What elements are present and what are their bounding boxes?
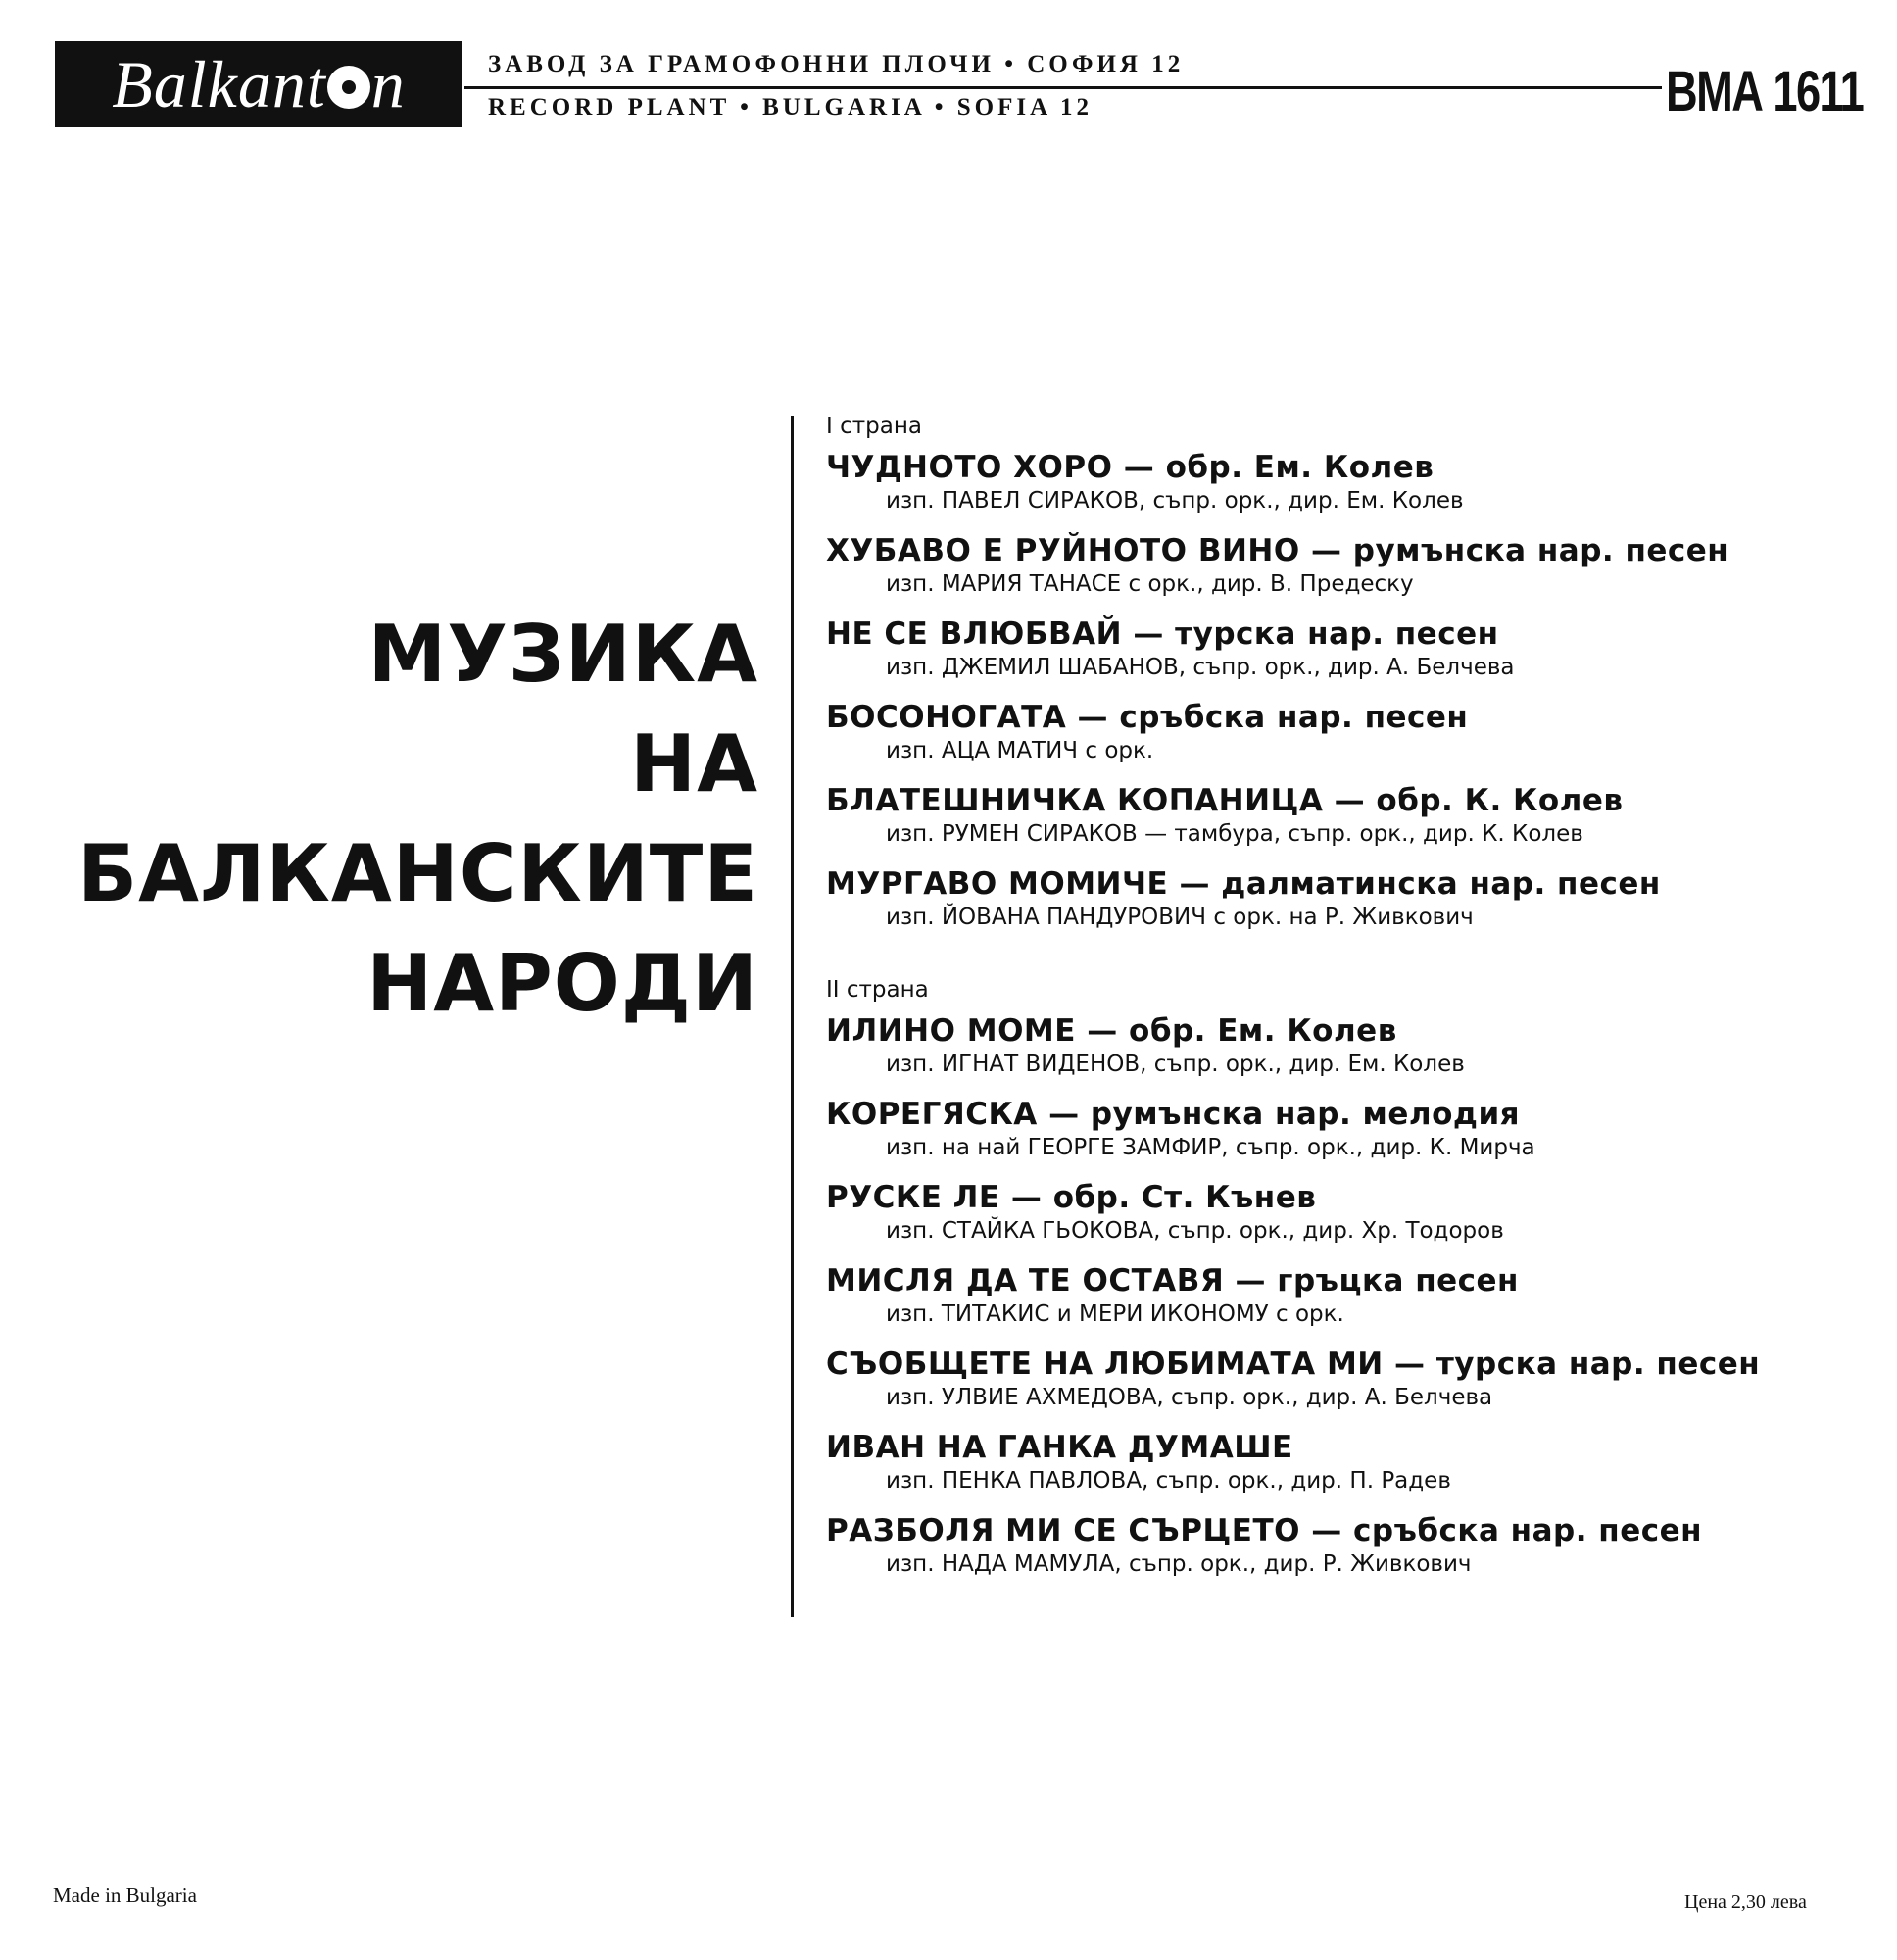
track-performer: изп. на най ГЕОРГЕ ЗАМФИР, съпр. орк., дир. К. Мирча [886,1135,1535,1160]
side-2-label: II страна [826,977,929,1003]
track-title: СЪОБЩЕТЕ НА ЛЮБИМАТА МИ — турска нар. песен [826,1347,1761,1382]
track-title: ЧУДНОТО ХОРО — обр. Ем. Колев [826,450,1435,485]
track-performer: изп. АЦА МАТИЧ с орк. [886,738,1154,763]
made-in-label: Made in Bulgaria [53,1884,197,1907]
album-title-line: БАЛКАНСКИТЕ [77,828,758,919]
track-title: РУСКЕ ЛЕ — обр. Ст. Кънев [826,1180,1317,1215]
track-performer: изп. РУМЕН СИРАКОВ — тамбура, съпр. орк., дир. К. Колев [886,821,1583,847]
catalog-number: ВМА 1611 [1666,60,1864,123]
album-title [77,600,758,1039]
track-item [826,1262,1884,1329]
album-title-line: НАРОДИ [366,938,758,1029]
track-item [826,865,1884,932]
logo-wordmark [112,47,406,122]
track-item [826,1012,1884,1079]
track-title: КОРЕГЯСКА — румънска нар. мелодия [826,1097,1521,1132]
track-title: РАЗБОЛЯ МИ СЕ СЪРЦЕТО — сръбска нар. песен [826,1513,1703,1548]
record-disc-icon [327,66,370,109]
plant-name-bulgarian: ЗАВОД ЗА ГРАМОФОННИ ПЛОЧИ • СОФИЯ 12 [488,51,1185,77]
track-performer: изп. НАДА МАМУЛА, съпр. орк., дир. Р. Живкович [886,1551,1472,1577]
track-item [826,699,1884,765]
track-item [826,782,1884,849]
album-title-line: МУЗИКА [367,609,758,700]
track-list [826,412,1884,1595]
track-item [826,1512,1884,1579]
track-title: НЕ СЕ ВЛЮБВАЙ — турска нар. песен [826,616,1499,652]
track-item [826,615,1884,682]
vertical-divider [791,416,794,1617]
track-performer: изп. ДЖЕМИЛ ШАБАНОВ, съпр. орк., дир. А. Белчева [886,655,1515,680]
track-performer: изп. МАРИЯ ТАНАСЕ с орк., дир. В. Предеску [886,571,1414,597]
track-item [826,1346,1884,1412]
plant-name-english: RECORD PLANT • BULGARIA • SOFIA 12 [488,94,1094,121]
track-item [826,1429,1884,1495]
track-title: БОСОНОГАТА — сръбска нар. песен [826,700,1469,735]
side-1-label: I страна [826,414,922,439]
track-title: ИВАН НА ГАНКА ДУМАШЕ [826,1430,1293,1465]
track-performer: изп. ТИТАКИС и МЕРИ ИКОНОМУ с орк. [886,1301,1344,1327]
track-title: МУРГАВО МОМИЧЕ — далматинска нар. песен [826,866,1661,902]
album-title-line: НА [630,718,758,809]
track-item [826,449,1884,515]
track-title: БЛАТЕШНИЧКА КОПАНИЦА — обр. К. Колев [826,783,1624,818]
track-performer: изп. УЛВИЕ АХМЕДОВА, съпр. орк., дир. А. Белчева [886,1385,1493,1410]
track-performer: изп. ПАВЕЛ СИРАКОВ, съпр. орк., дир. Ем. Колев [886,488,1464,514]
logo-text-end: n [370,47,406,122]
track-performer: изп. ПЕНКА ПАВЛОВА, съпр. орк., дир. П. Радев [886,1468,1451,1494]
track-item [826,1179,1884,1246]
track-title: МИСЛЯ ДА ТЕ ОСТАВЯ — гръцка песен [826,1263,1519,1298]
price-label: Цена 2,30 лева [1684,1891,1807,1913]
balkanton-logo [55,41,462,127]
header-rule [464,86,1662,89]
track-title: ХУБАВО Е РУЙНОТО ВИНО — румънска нар. песен [826,533,1729,568]
track-performer: изп. ЙОВАНА ПАНДУРОВИЧ с орк. на Р. Живкович [886,905,1474,930]
track-item [826,532,1884,599]
logo-text-start: Balkant [112,47,326,122]
track-item [826,1096,1884,1162]
track-title: ИЛИНО МОМЕ — обр. Ем. Колев [826,1013,1397,1049]
track-performer: изп. ИГНАТ ВИДЕНОВ, съпр. орк., дир. Ем. Колев [886,1052,1465,1077]
track-performer: изп. СТАЙКА ГЬОКОВА, съпр. орк., дир. Хр. Тодоров [886,1218,1504,1244]
